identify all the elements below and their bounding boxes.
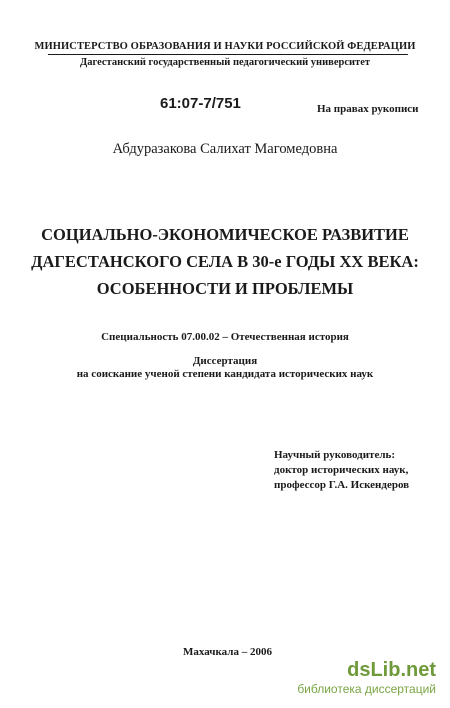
- title-line-3: ОСОБЕННОСТИ И ПРОБЛЕМЫ: [96, 279, 354, 298]
- rights-note: На правах рукописи: [317, 103, 419, 115]
- title-line-1: СОЦИАЛЬНО-ЭКОНОМИЧЕСКОЕ РАЗВИТИЕ: [41, 225, 409, 244]
- header-divider: [48, 54, 408, 55]
- advisor-heading: Научный руководитель:: [274, 449, 395, 461]
- watermark-subtitle: библиотека диссертаций: [297, 682, 436, 696]
- university-name: Дагестанский государственный педагогический университет: [79, 57, 371, 68]
- dissertation-title: [20, 221, 430, 302]
- specialty: Специальность 07.00.02 – Отечественная история: [101, 331, 349, 343]
- author-name: Абдуразакова Салихат Магомедовна: [112, 141, 338, 157]
- ministry-header: МИНИСТЕРСТВО ОБРАЗОВАНИЯ И НАУКИ РОССИЙСКОЙ ФЕДЕРАЦИИ: [34, 41, 416, 52]
- dissertation-block: [0, 355, 450, 381]
- advisor-name: профессор Г.А. Искендеров: [274, 479, 410, 491]
- watermark-logo[interactable]: dsLib.net: [347, 659, 436, 681]
- advisor-block: [274, 448, 409, 493]
- city-year: Махачкала – 2006: [183, 646, 272, 658]
- title-line-2: ДАГЕСТАНСКОГО СЕЛА В 30-е ГОДЫ XX ВЕКА:: [31, 252, 419, 271]
- catalog-code: 61:07-7/751: [160, 95, 241, 112]
- watermark[interactable]: [297, 659, 436, 697]
- advisor-degree: доктор исторических наук,: [274, 464, 409, 476]
- dissertation-purpose: на соискание ученой степени кандидата исторических наук: [76, 368, 374, 380]
- dissertation-type: Диссертация: [192, 355, 258, 367]
